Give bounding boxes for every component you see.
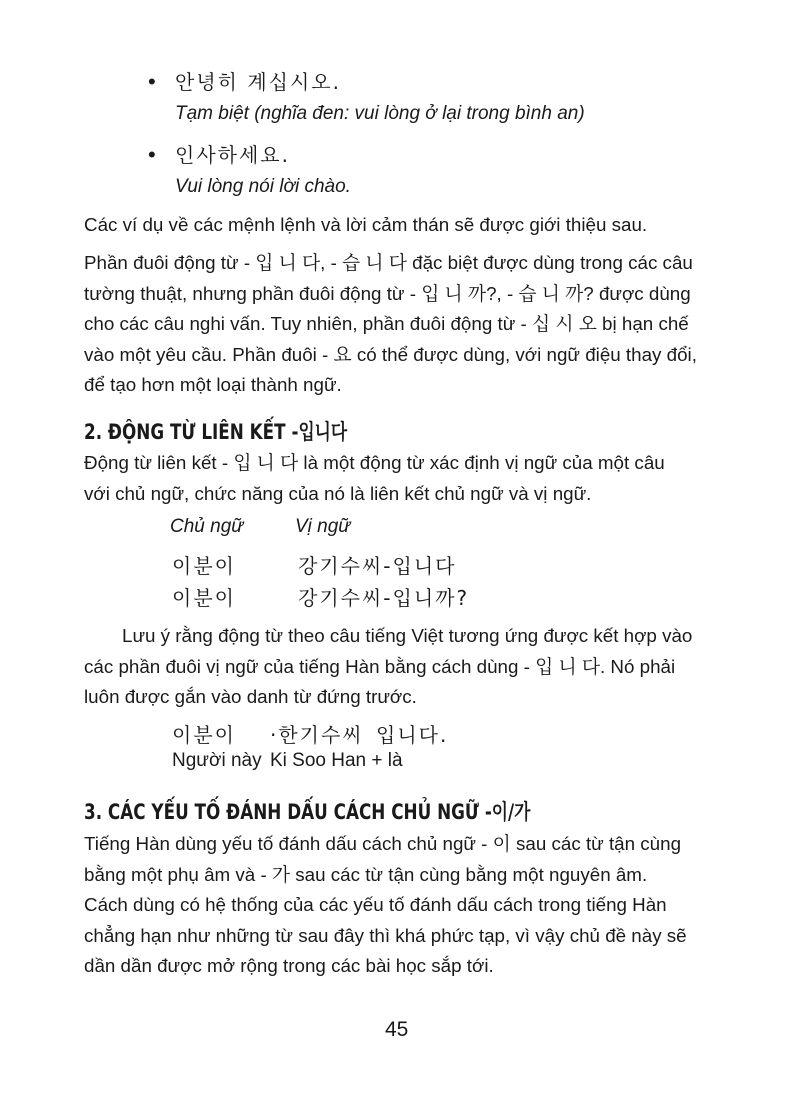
translation: Vui lòng nói lời chào. — [175, 176, 351, 197]
text-line: Phần đuôi động từ - 입 니 다, - 습 니 다 đặc biệt được dùng trong các câu — [84, 252, 693, 273]
example-vietnamese-gloss: Ki Soo Han + là — [270, 750, 403, 771]
section-2-intro — [84, 448, 734, 509]
text-line: bằng một phụ âm và - 가 sau các từ tận cùng bằng một nguyên âm. — [84, 863, 648, 885]
section-2-note — [84, 621, 734, 713]
bullet-marker: • — [148, 69, 156, 94]
column-predicate: Vị ngữ — [295, 516, 351, 537]
korean-phrase: 안녕히 계십시오. — [175, 70, 341, 94]
example-subject: 이분이 — [172, 554, 236, 578]
text-line: để tạo hơn một loại thành ngữ. — [84, 374, 342, 395]
section-2-heading: 2. ĐỘNG TỪ LIÊN KẾT -입니다 — [84, 420, 348, 444]
text-line: với chủ ngữ, chức năng của nó là liên kết chủ ngữ và vị ngữ. — [84, 482, 592, 504]
example-korean-subject: 이분이 — [172, 723, 236, 747]
text-line: Động từ liên kết - 입 니 다 là một động từ xác định vị ngữ của một câu — [84, 452, 665, 473]
example-vietnamese-subject: Người này — [172, 750, 262, 771]
example-predicate: 강기수씨-입니다 — [298, 554, 457, 578]
text-line: dần dần được mở rộng trong các bài học sắp tới. — [84, 955, 494, 976]
text-line: luôn được gắn vào danh từ đứng trước. — [84, 686, 417, 707]
translation: Tạm biệt (nghĩa đen: vui lòng ở lại trong bình an) — [175, 103, 585, 124]
paragraph-intro: Các ví dụ về các mệnh lệnh và lời cảm thán sẽ được giới thiệu sau. — [84, 214, 648, 235]
page-number: 45 — [385, 1018, 409, 1041]
example-korean-name: ·한기수씨 — [270, 723, 364, 747]
paragraph-verb-endings — [84, 248, 734, 401]
text-line: Tiếng Hàn dùng yếu tố đánh dấu cách chủ ngữ - 이 sau các từ tận cùng — [84, 833, 682, 854]
text-line: Lưu ý rằng động từ theo câu tiếng Việt tương ứng được kết hợp vào — [122, 625, 693, 646]
text-line: chẳng hạn như những từ sau đây thì khá phức tạp, vì vậy chủ đề này sẽ — [84, 924, 687, 946]
text-line: các phần đuôi vị ngữ của tiếng Hàn bằng cách dùng - 입 니 다. Nó phải — [84, 655, 676, 677]
text-line: cho các câu nghi vấn. Tuy nhiên, phần đuôi động từ - 십 시 오 bị hạn chế — [84, 313, 689, 334]
column-subject: Chủ ngữ — [170, 516, 244, 537]
text-line: vào một yêu cầu. Phần đuôi - 요 có thể được dùng, với ngữ điệu thay đổi, — [84, 343, 697, 365]
example-korean-verb: 입니다. — [376, 723, 449, 747]
korean-phrase: 인사하세요. — [175, 143, 290, 167]
example-predicate: 강기수씨-입니까? — [298, 586, 470, 610]
section-3-heading: 3. CÁC YẾU TỐ ĐÁNH DẤU CÁCH CHỦ NGỮ -이/가 — [84, 800, 531, 824]
section-3-body — [84, 829, 734, 982]
text-line: tường thuật, nhưng phần đuôi động từ - 입 니 까?, - 습 니 까? được dùng — [84, 282, 691, 304]
text-line: Cách dùng có hệ thống của các yếu tố đánh dấu cách trong tiếng Hàn — [84, 894, 667, 915]
example-subject: 이분이 — [172, 586, 236, 610]
bullet-marker: • — [148, 142, 156, 167]
